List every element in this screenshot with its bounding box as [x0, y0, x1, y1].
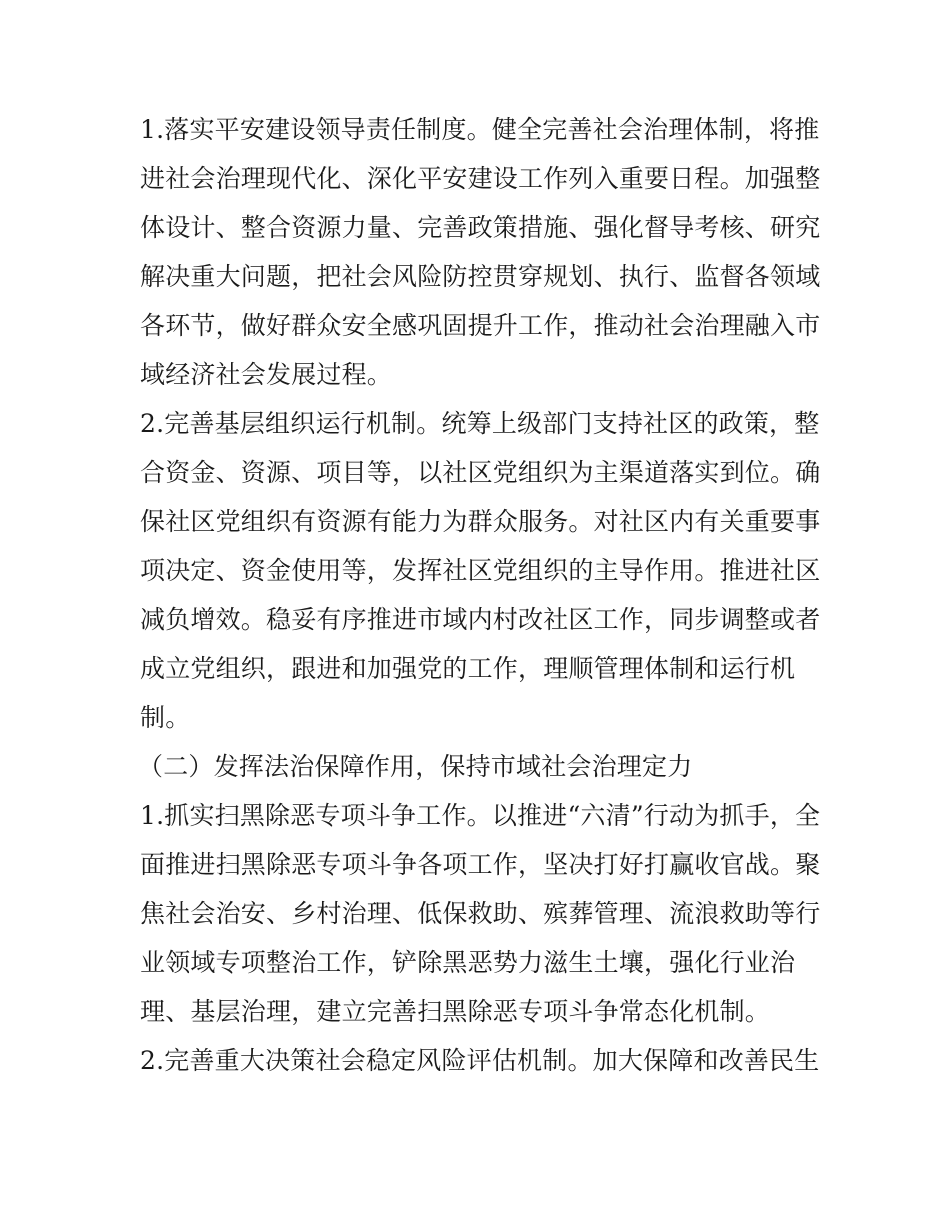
paragraph-line: 2.完善基层组织运行机制。统筹上级部门支持社区的政策，整 — [140, 409, 820, 438]
paragraph-line: 解决重大问题，把社会风险防控贯穿规划、执行、监督各领域 — [140, 262, 821, 291]
paragraph-line: 合资金、资源、项目等，以社区党组织为主渠道落实到位。确 — [140, 458, 821, 487]
paragraph-line: 保社区党组织有资源有能力为群众服务。对社区内有关重要事 — [140, 507, 821, 536]
paragraph-line: 体设计、整合资源力量、完善政策措施、强化督导考核、研究 — [140, 213, 821, 242]
paragraph-line: 制。 — [140, 703, 191, 732]
paragraph-line: 面推进扫黑除恶专项斗争各项工作，坚决打好打赢收官战。聚 — [140, 850, 821, 879]
paragraph-line: 项决定、资金使用等，发挥社区党组织的主导作用。推进社区 — [140, 556, 821, 585]
paragraph-line: 1.落实平安建设领导责任制度。健全完善社会治理体制，将推 — [140, 115, 820, 144]
paragraph-line: 业领域专项整治工作，铲除黑恶势力滋生土壤，强化行业治 — [140, 948, 796, 977]
paragraph-line: 各环节，做好群众安全感巩固提升工作，推动社会治理融入市 — [140, 311, 821, 340]
paragraph-line: 域经济社会发展过程。 — [140, 360, 393, 389]
section-heading: （二）发挥法治保障作用，保持市域社会治理定力 — [138, 752, 693, 781]
paragraph-line: 2.完善重大决策社会稳定风险评估机制。加大保障和改善民生 — [140, 1046, 820, 1075]
paragraph-line: 成立党组织，跟进和加强党的工作，理顺管理体制和运行机 — [140, 654, 796, 683]
paragraph-line: 1.抓实扫黑除恶专项斗争工作。以推进“六清”行动为抓手，全 — [140, 801, 821, 830]
paragraph-line: 焦社会治安、乡村治理、低保救助、殡葬管理、流浪救助等行 — [140, 899, 821, 928]
paragraph-line: 减负增效。稳妥有序推进市域内村改社区工作，同步调整或者 — [140, 605, 821, 634]
paragraph-line: 理、基层治理，建立完善扫黑除恶专项斗争常态化机制。 — [140, 997, 771, 1026]
paragraph-line: 进社会治理现代化、深化平安建设工作列入重要日程。加强整 — [140, 164, 821, 193]
